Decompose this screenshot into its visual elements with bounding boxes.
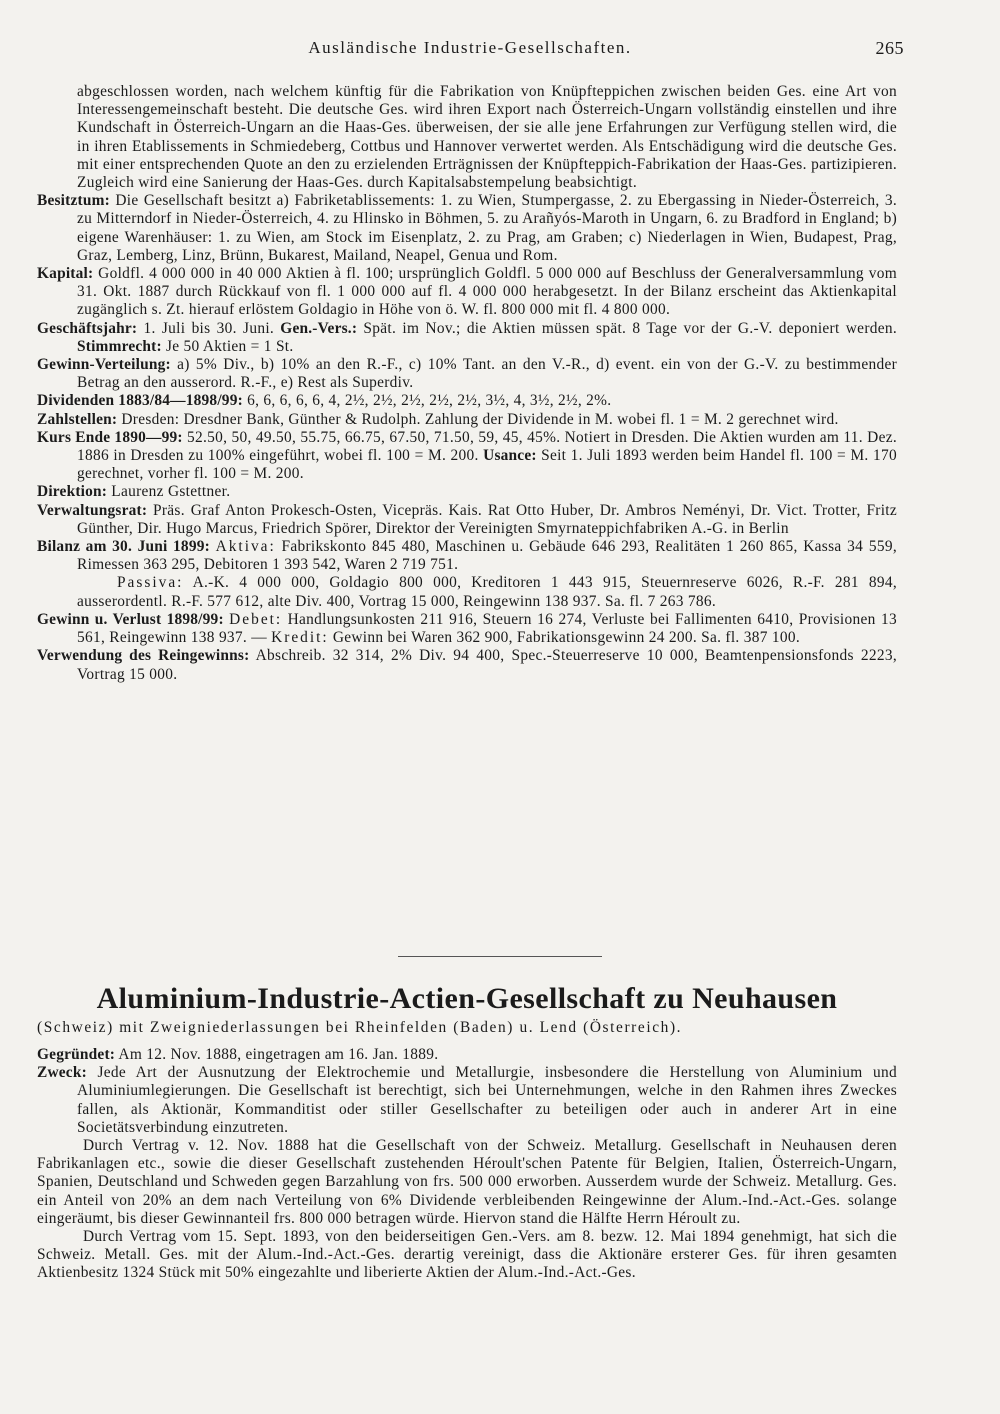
label-aktiva: Aktiva: [215, 538, 276, 556]
label-genvers: Gen.-Vers.: [280, 319, 358, 337]
label-gewinn-verlust: Gewinn u. Verlust 1898/99: [37, 610, 224, 628]
label-dividenden: Dividenden 1883/84—1898/99: [37, 392, 243, 410]
text-gegruendet: Am 12. Nov. 1888, eingetragen am 16. Jan. 1889. [118, 1046, 439, 1063]
entry-direktion [37, 483, 897, 501]
entry-dividenden [37, 392, 897, 410]
label-verwaltungsrat: Verwaltungsrat: [37, 501, 148, 519]
text-dividenden: 6, 6, 6, 6, 6, 4, 2½, 2½, 2½, 2½, 2½, 3½, 4, 3½, 2½, 2%. [247, 392, 612, 410]
text-direktion: Laurenz Gstettner. [111, 483, 231, 501]
label-gegruendet: Gegründet: [37, 1046, 116, 1063]
section-divider [398, 956, 602, 957]
section-aluminium [37, 1046, 897, 1283]
text-aktiva: Fabrikskonto 845 480, Maschinen u. Gebäude 646 293, Realitäten 1 260 865, Kassa 34 559, Rimessen 363 295, Debitoren 1 393 542, Waren 2 719 751. [77, 538, 897, 574]
text-gewinnverteilung: a) 5% Div., b) 10% an den R.-F., c) 10% Tant. an den V.-R., d) event. ein von der G.-V. zu bestimmender Betrag an den ausserord. R.-F., e) Rest als Superdiv. [77, 356, 897, 392]
company-subtitle: (Schweiz) mit Zweigniederlassungen bei Rheinfelden (Baden) u. Lend (Österreich). [37, 1019, 683, 1036]
paragraph-vertrag-1888: Durch Vertrag v. 12. Nov. 1888 hat die Gesellschaft von der Schweiz. Metallurg. Gesellschaft in Neuhausen deren Fabrikanlagen etc., sowie die dieser Gesellschaft zustehenden Héroult'schen Patente für Belgien, Italien, Österreich-Ungarn, Spanien, Deutschland und Schweden gegen Barzahlung von frs. 500 000 erworben. Ausserdem wurde der Schweiz. Metallurg. Ges. ein Anteil von 20% an dem nach Verteilung von 6% Dividende verbleibenden Reingewinne der Alum.-Ind.-Act.-Ges. solange eingeräumt, bis dieser Gewinnanteil frs. 800 000 betragen würde. Hiervon stand die Hälfte Herrn Héroult zu. [37, 1137, 897, 1227]
label-passiva: Passiva: [117, 574, 184, 592]
text-verwaltungsrat: Präs. Graf Anton Prokesch-Osten, Vicepräs. Kais. Rat Otto Huber, Dr. Ambros Neményi, Dr. Vict. Trotter, Fritz Günther, Dir. Hugo Marcus, Friedrich Spörer, Direktor der Vereinigten Smyrnateppichfabriken A.-G. in Berlin [77, 501, 898, 537]
text-debet: Handlungsunkosten 211 916, Steuern 16 274, Verluste bei Fallimenten 6410, Provisionen 13 561, Reingewinn 138 937. — [77, 610, 897, 647]
entry-gewinn-verlust [37, 611, 897, 647]
entry-verwendung [37, 647, 897, 683]
label-kurs: Kurs Ende 1890—99: [37, 428, 183, 446]
entry-zweck [37, 1064, 897, 1137]
text-kapital: Goldfl. 4 000 000 in 40 000 Aktien à fl. 100; ursprünglich Goldfl. 5 000 000 auf Beschluss der Generalversammlung vom 31. Okt. 1887 durch Rückkauf von fl. 1 000 000 auf fl. 4 000 000 herabgesetzt. In der Bilanz erscheint das Aktienkapital zugänglich s. Zt. hierauf erlöstem Goldagio in Höhe von ö. W. fl. 800 000 mit fl. 4 800 000. [77, 265, 897, 319]
label-zahlstellen: Zahlstellen: [37, 410, 118, 428]
paragraph-vertrag-1893: Durch Vertrag vom 15. Sept. 1893, von den beiderseitigen Gen.-Vers. am 8. bezw. 12. Mai 1894 genehmigt, hat sich die Schweiz. Metall. Ges. mit der Alum.-Ind.-Act.-Ges. derartig vereinigt, dass die Aktionäre ersterer Ges. für ihren gesamten Aktienbesitz 1324 Stück mit 50% eingezahlte und liberierte Aktien der Alum.-Ind.-Act.-Ges. [37, 1228, 897, 1282]
label-gewinnverteilung: Gewinn-Verteilung: [37, 356, 171, 374]
text-usance: Seit 1. Juli 1893 werden beim Handel fl. 100 = M. 170 gerechnet, vorher fl. 100 = M. 200. [77, 447, 897, 483]
entry-bilanz [37, 538, 897, 611]
entry-gewinnverteilung [37, 356, 897, 392]
label-kapital: Kapital: [37, 265, 94, 283]
label-debet: Debet: [229, 610, 283, 628]
text-zahlstellen: Dresden: Dresdner Bank, Günther & Rudolph. Zahlung der Dividende in M. wobei fl. 1 = M. 2 gerechnet wird. [121, 410, 839, 428]
label-verwendung: Verwendung des Reingewinns: [37, 647, 250, 665]
label-usance: Usance: [483, 447, 537, 465]
entry-zahlstellen [37, 411, 897, 429]
entry-geschaeftsjahr [37, 320, 897, 356]
text-verwendung: Abschreib. 32 314, 2% Div. 94 400, Spec.-Steuerreserve 10 000, Beamtenpensionsfonds 2223, Vortrag 15 000. [77, 647, 897, 683]
running-title: Ausländische Industrie-Gesellschaften. [308, 38, 632, 57]
entry-kurs [37, 429, 897, 484]
entry-besitztum [37, 192, 897, 265]
text-stimmrecht: Je 50 Aktien = 1 St. [165, 337, 294, 355]
text-kurs: 52.50, 50, 49.50, 55.75, 66.75, 67.50, 71.50, 59, 45, 45%. Notiert in Dresden. Die Aktien wurden am 11. Dez. 1886 in Dresden zu 100% eingeführt, wobei fl. 100 = M. 200. [77, 428, 897, 465]
intro-paragraph: abgeschlossen worden, nach welchem künftig für die Fabrikation von Knüpfteppichen zwischen beiden Ges. eine Art von Interessengemeinschaft besteht. Die deutsche Ges. wird ihren Export nach Österreich-Ungarn vollständig einstellen und ihre Kundschaft in Österreich-Ungarn an die Haas-Ges. überweisen, der sie alle jene Erfahrungen zur Verfügung stellen wird, die in ihren Etablissements in Schmiedeberg, Cottbus und Hannover verwertet werden. Als Entschädigung wird die deutsche Ges. mit einer entsprechenden Quote an den zu erzielenden Erträgnissen der Knüpfteppich-Fabrikation der Haas-Ges. partizipieren. Zugleich wird eine Sanierung der Haas-Ges. durch Kapitalsabstempelung beabsichtigt. [77, 83, 897, 192]
entry-verwaltungsrat [37, 502, 897, 538]
entry-kapital [37, 265, 897, 320]
label-geschaeftsjahr: Geschäftsjahr: [37, 319, 138, 337]
section-teppichfabrik [37, 83, 897, 684]
label-stimmrecht: Stimmrecht: [77, 337, 162, 355]
label-zweck: Zweck: [37, 1064, 87, 1082]
text-passiva: A.-K. 4 000 000, Goldagio 800 000, Kreditoren 1 443 915, Steuernreserve 6026, R.-F. 281 894, ausserordentl. R.-F. 577 612, alte Div. 400, Vortrag 15 000, Reingewinn 138 937. Sa. fl. 7 263 786. [77, 574, 897, 610]
label-besitztum: Besitztum: [37, 192, 110, 210]
text-besitztum: Die Gesellschaft besitzt a) Fabriketablissements: 1. zu Wien, Stumpergasse, 2. zu Ebergassing in Nieder-Österreich, 3. zu Mitterndorf in Nieder-Österreich, 4. zu Hlinsko in Böhmen, 5. zu Arañyós-Maroth in Ungarn, 6. zu Bradford in England; b) eigene Warenhäuser: 1. zu Wien, am Stock im Eisenplatz, 2. zu Prag, am Graben; c) Niederlagen in Wien, Budapest, Prag, Graz, Lemberg, Linz, Brünn, Bukarest, Mailand, Neapel, Genua und Rom. [77, 192, 897, 264]
text-genvers: Spät. im Nov.; die Aktien müssen spät. 8 Tage vor der G.-V. deponiert werden. [363, 319, 898, 337]
label-kredit: Kredit: [271, 629, 329, 647]
text-zweck: Jede Art der Ausnutzung der Elektrochemie und Metallurgie, insbesondere die Herstellung von Aluminium und Aluminiumlegierungen. Die Gesellschaft ist berechtigt, sich bei Unternehmungen, welche in den Rahmen ihres Zweckes fallen, als Aktionär, Kommanditist oder stiller Gesellschafter zu beteiligen oder auch in anderer Art in eine Societätsverbindung einzutreten. [77, 1064, 897, 1136]
text-geschaeftsjahr: 1. Juli bis 30. Juni. [143, 319, 275, 337]
text-kredit: Gewinn bei Waren 362 900, Fabrikationsgewinn 24 200. Sa. fl. 387 100. [332, 629, 800, 647]
label-bilanz: Bilanz am 30. Juni 1899: [37, 538, 210, 556]
label-direktion: Direktion: [37, 483, 108, 501]
entry-gegruendet [37, 1046, 897, 1064]
company-title: Aluminium-Industrie-Actien-Gesellschaft zu Neuhausen [96, 982, 838, 1015]
page-header [36, 38, 904, 58]
page-number: 265 [875, 38, 904, 58]
